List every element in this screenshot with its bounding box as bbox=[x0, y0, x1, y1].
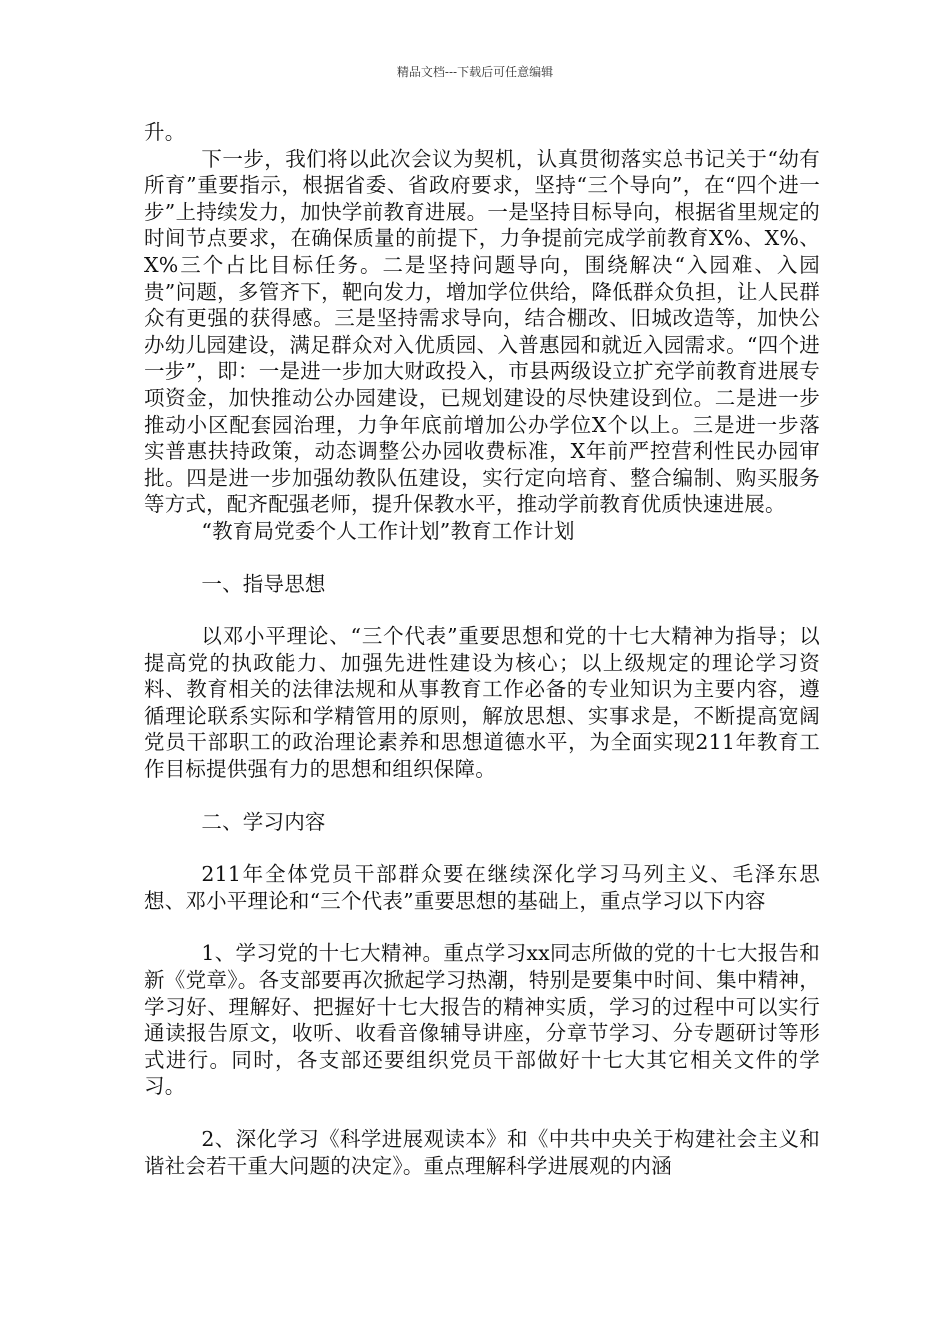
section-heading-study-content: 二、学习内容 bbox=[201, 809, 326, 834]
page-header-watermark: 精品文档---下载后可任意编辑 bbox=[396, 65, 554, 79]
paragraph-item-2: 2、深化学习《科学进展观读本》和《中共中央关于构建社会主义和谐社会若干重大问题的决定》。重点理解科学进展观的内涵 bbox=[144, 1127, 820, 1178]
section-heading-guiding-ideology: 一、指导思想 bbox=[201, 571, 326, 596]
paragraph-item-1: 1、学习党的十七大精神。重点学习xx同志所做的党的十七大报告和新《党章》。各支部要再次掀起学习热潮，特别是要集中时间、集中精神，学习好、理解好、把握好十七大报告的精神实质，学习的过程中可以实行通读报告原文，收听、收看音像辅导讲座，分章节学习、分专题研讨等形式进行。同时，各支部还要组织党员干部做好十七大其它相关文件的学习。 bbox=[144, 941, 820, 1099]
paragraph-study-content: 211年全体党员干部群众要在继续深化学习马列主义、毛泽东思想、邓小平理论和“三个代表”重要思想的基础上，重点学习以下内容 bbox=[144, 862, 820, 913]
document-body bbox=[144, 119, 820, 1179]
paragraph-next-steps: 下一步，我们将以此次会议为契机，认真贯彻落实总书记关于“幼有所育”重要指示，根据省委、省政府要求，坚持“三个导向”，在“四个进一步”上持续发力，加快学前教育进展。一是坚持目标导向，根据省里规定的时间节点要求，在确保质量的前提下，力争提前完成学前教育X%、X%、X%三个占比目标任务。二是坚持问题导向，围绕解决“入园难、入园贵”问题，多管齐下，靶向发力，增加学位供给，降低群众负担，让人民群众有更强的获得感。三是坚持需求导向，结合棚改、旧城改造等，加快公办幼儿园建设，满足群众对入优质园、入普惠园和就近入园需求。“四个进一步”，即：一是进一步加大财政投入，市县两级设立扩充学前教育进展专项资金，加快推动公办园建设，已规划建设的尽快建设到位。二是进一步推动小区配套园治理，力争年底前增加公办学位X个以上。三是进一步落实普惠扶持政策，动态调整公办园收费标准，X年前严控营利性民办园审批。四是进一步加强幼教队伍建设，实行定向培育、整合编制、购买服务等方式，配齐配强老师，提升保教水平，推动学前教育优质快速进展。 bbox=[144, 146, 820, 517]
document-title: “教育局党委个人工作计划”教育工作计划 bbox=[201, 518, 575, 543]
paragraph-continuation: 升。 bbox=[144, 120, 186, 144]
paragraph-guiding-ideology: 以邓小平理论、“三个代表”重要思想和党的十七大精神为指导；以提高党的执政能力、加强先进性建设为核心；以上级规定的理论学习资料、教育相关的法律法规和从事教育工作必备的专业知识为主要内容，遵循理论联系实际和学精管用的原则，解放思想、实事求是，不断提高宽阔党员干部职工的政治理论素养和思想道德水平，为全面实现211年教育工作目标提供强有力的思想和组织保障。 bbox=[144, 624, 820, 782]
